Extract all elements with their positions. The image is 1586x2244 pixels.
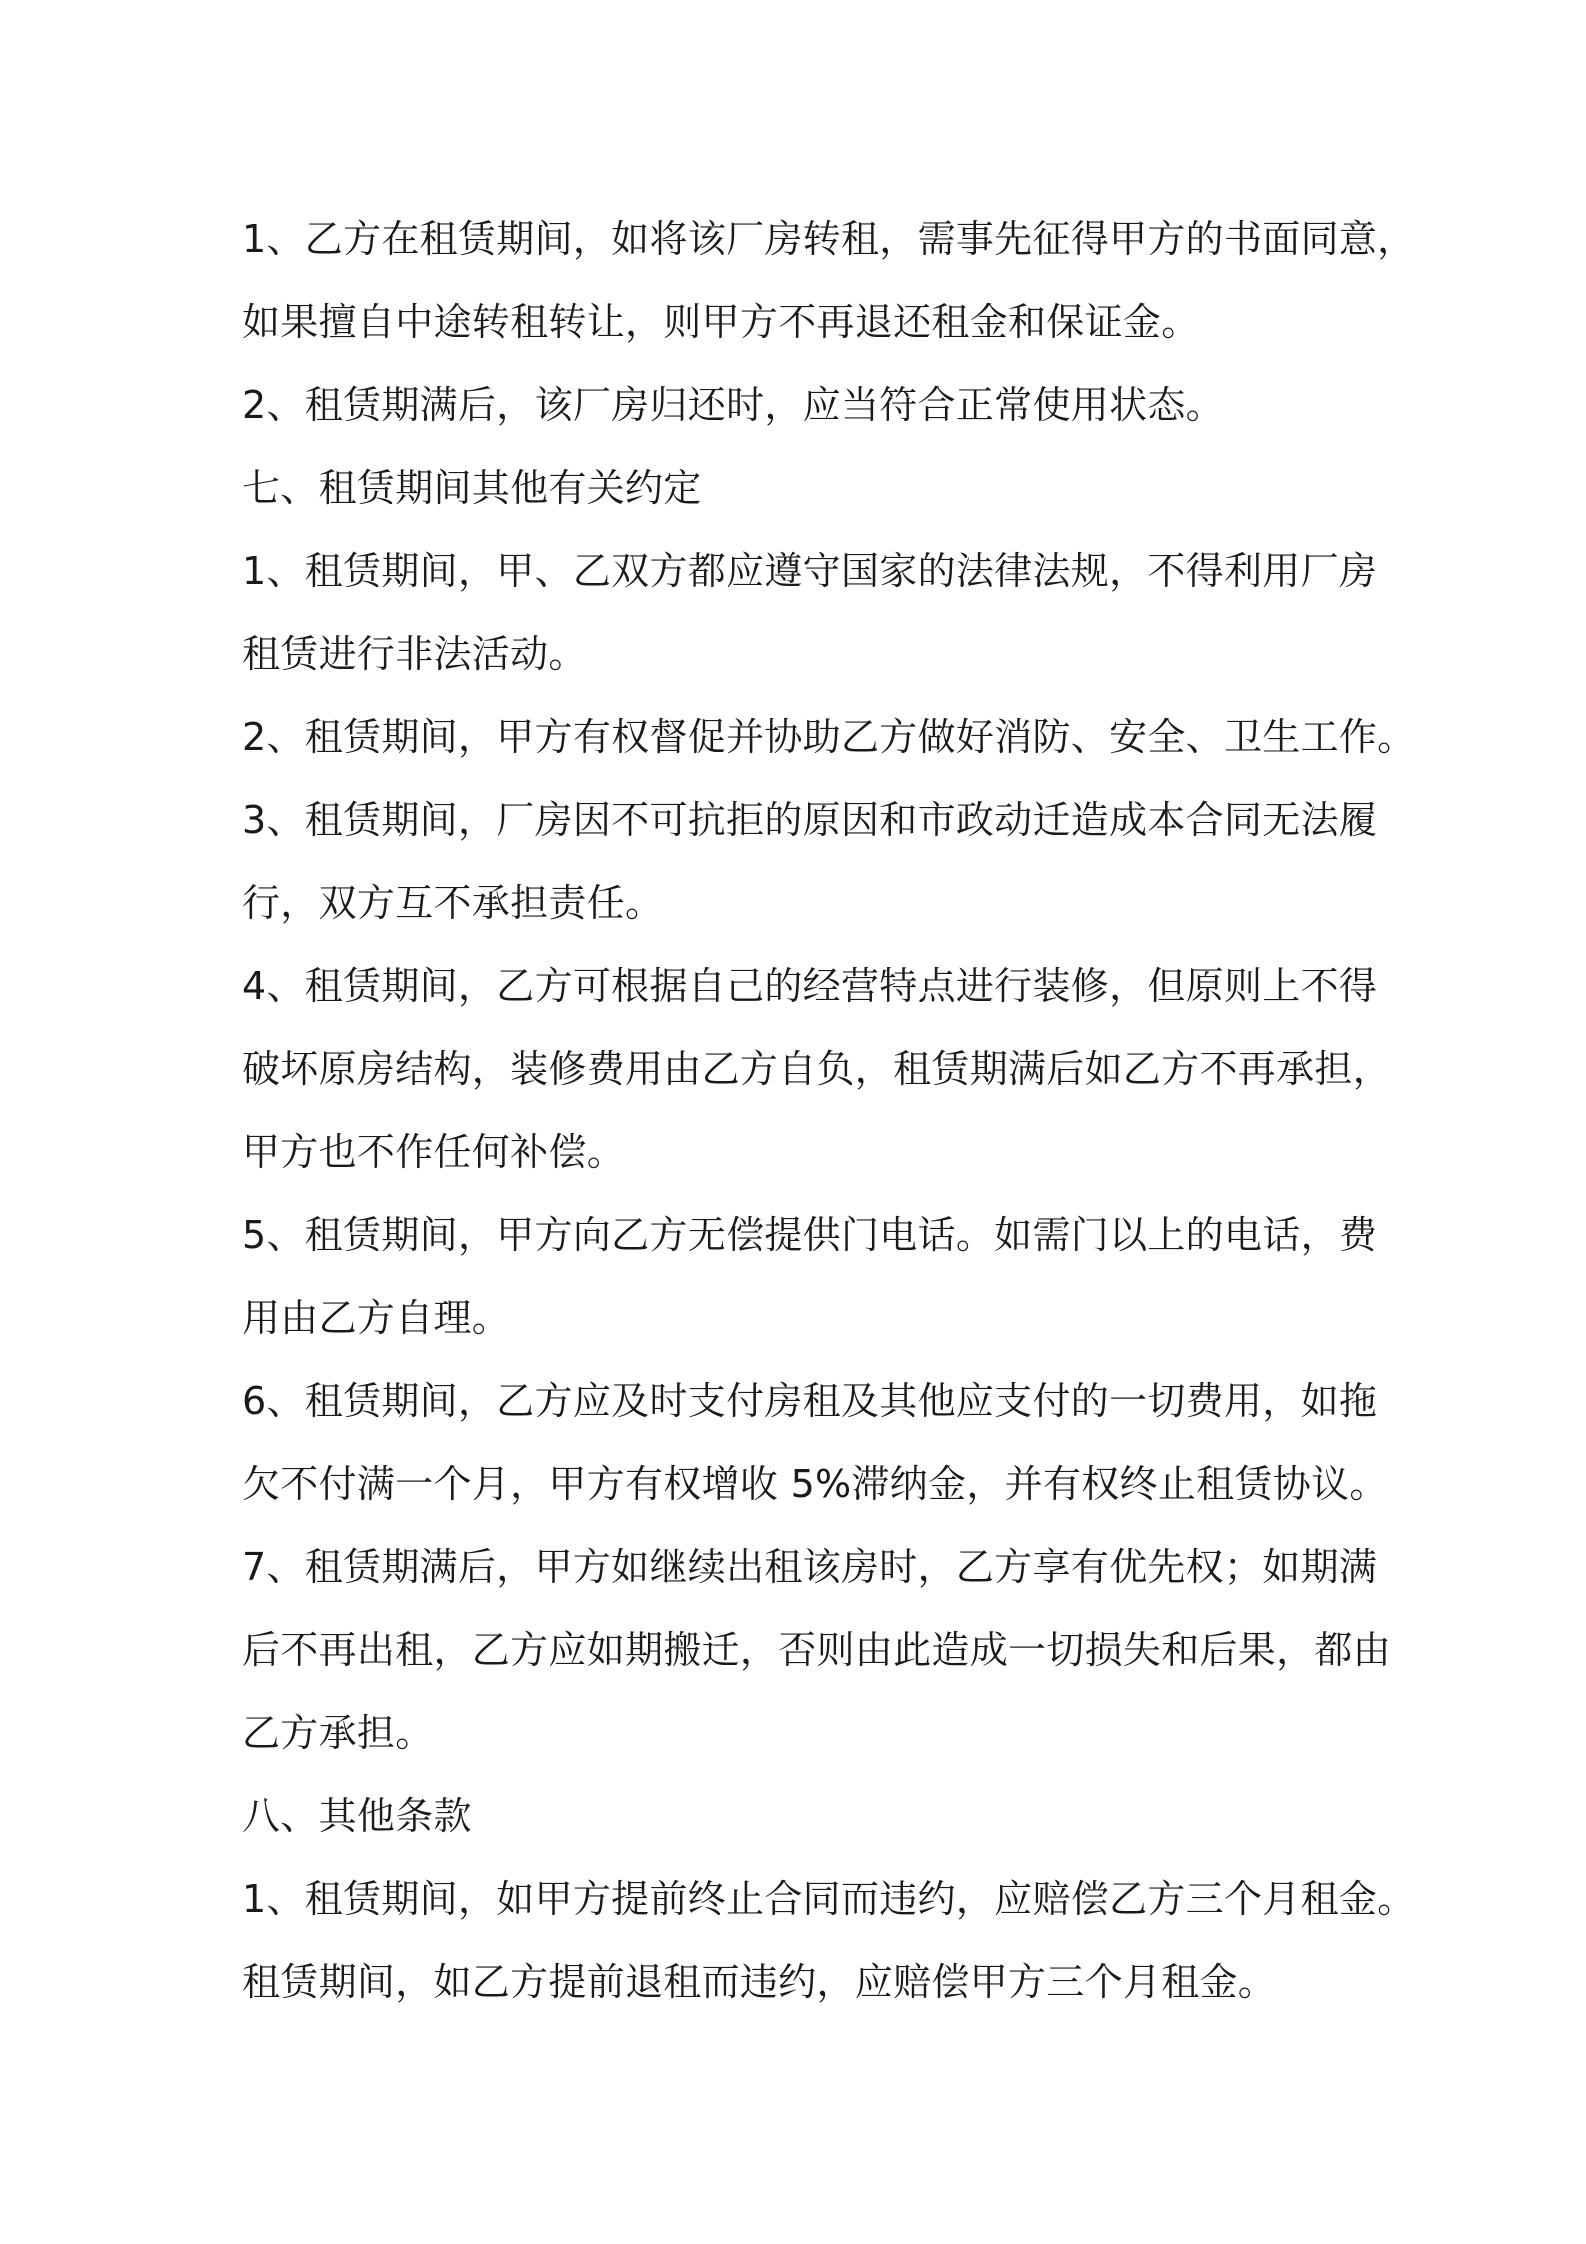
clause-paragraph (242, 530, 1377, 696)
text-line: 1、乙方在租赁期间，如将该厂房转租，需事先征得甲方的书面同意， (242, 217, 1416, 261)
text-line: 如果擅自中途转租转让，则甲方不再退还租金和保证金。 (242, 300, 1200, 344)
clause-paragraph (242, 696, 1416, 779)
text-line: 甲方也不作任何补偿。 (242, 1130, 626, 1174)
clause-paragraph (242, 1858, 1416, 2024)
text-line: 2、租赁期满后，该厂房归还时，应当符合正常使用状态。 (242, 383, 1224, 427)
clause-paragraph (242, 1360, 1388, 1526)
text-line: 行，双方互不承担责任。 (242, 881, 664, 925)
section-heading-text: 七、租赁期间其他有关约定 (242, 466, 702, 510)
text-line: 4、租赁期间，乙方可根据自己的经营特点进行装修，但原则上不得 (242, 964, 1378, 1008)
text-line: 6、租赁期间，乙方应及时支付房租及其他应支付的一切费用，如拖 (242, 1379, 1378, 1423)
text-line: 乙方承担。 (242, 1711, 434, 1755)
text-line: 5、租赁期间，甲方向乙方无偿提供门电话。如需门以上的电话，费 (242, 1213, 1378, 1257)
text-line: 租赁进行非法活动。 (242, 632, 587, 676)
text-line: 破坏原房结构，装修费用由乙方自负，租赁期满后如乙方不再承担， (242, 1047, 1392, 1091)
text-line: 7、租赁期满后，甲方如继续出租该房时，乙方享有优先权；如期满 (242, 1545, 1378, 1589)
clause-paragraph (242, 945, 1392, 1194)
clause-paragraph (242, 1526, 1392, 1775)
section-heading-text: 八、其他条款 (242, 1794, 472, 1838)
text-line: 3、租赁期间，厂房因不可抗拒的原因和市政动迁造成本合同无法履 (242, 798, 1378, 842)
clause-paragraph (242, 1194, 1377, 1360)
text-line: 租赁期间，如乙方提前退租而违约，应赔偿甲方三个月租金。 (242, 1960, 1277, 2004)
clause-paragraph (242, 364, 1377, 447)
text-line: 1、租赁期间，如甲方提前终止合同而违约，应赔偿乙方三个月租金。 (242, 1877, 1416, 1921)
text-line: 1、租赁期间，甲、乙双方都应遵守国家的法律法规，不得利用厂房 (242, 549, 1378, 593)
section-heading (242, 1775, 1377, 1858)
text-line: 欠不付满一个月，甲方有权增收 5%滞纳金，并有权终止租赁协议。 (242, 1462, 1388, 1506)
text-line: 用由乙方自理。 (242, 1296, 511, 1340)
section-heading (242, 447, 1377, 530)
text-line: 后不再出租，乙方应如期搬迁，否则由此造成一切损失和后果，都由 (242, 1628, 1392, 1672)
clause-paragraph (242, 198, 1416, 364)
clause-paragraph (242, 779, 1377, 945)
text-line: 2、租赁期间，甲方有权督促并协助乙方做好消防、安全、卫生工作。 (242, 715, 1416, 759)
document-body (242, 198, 1416, 2024)
